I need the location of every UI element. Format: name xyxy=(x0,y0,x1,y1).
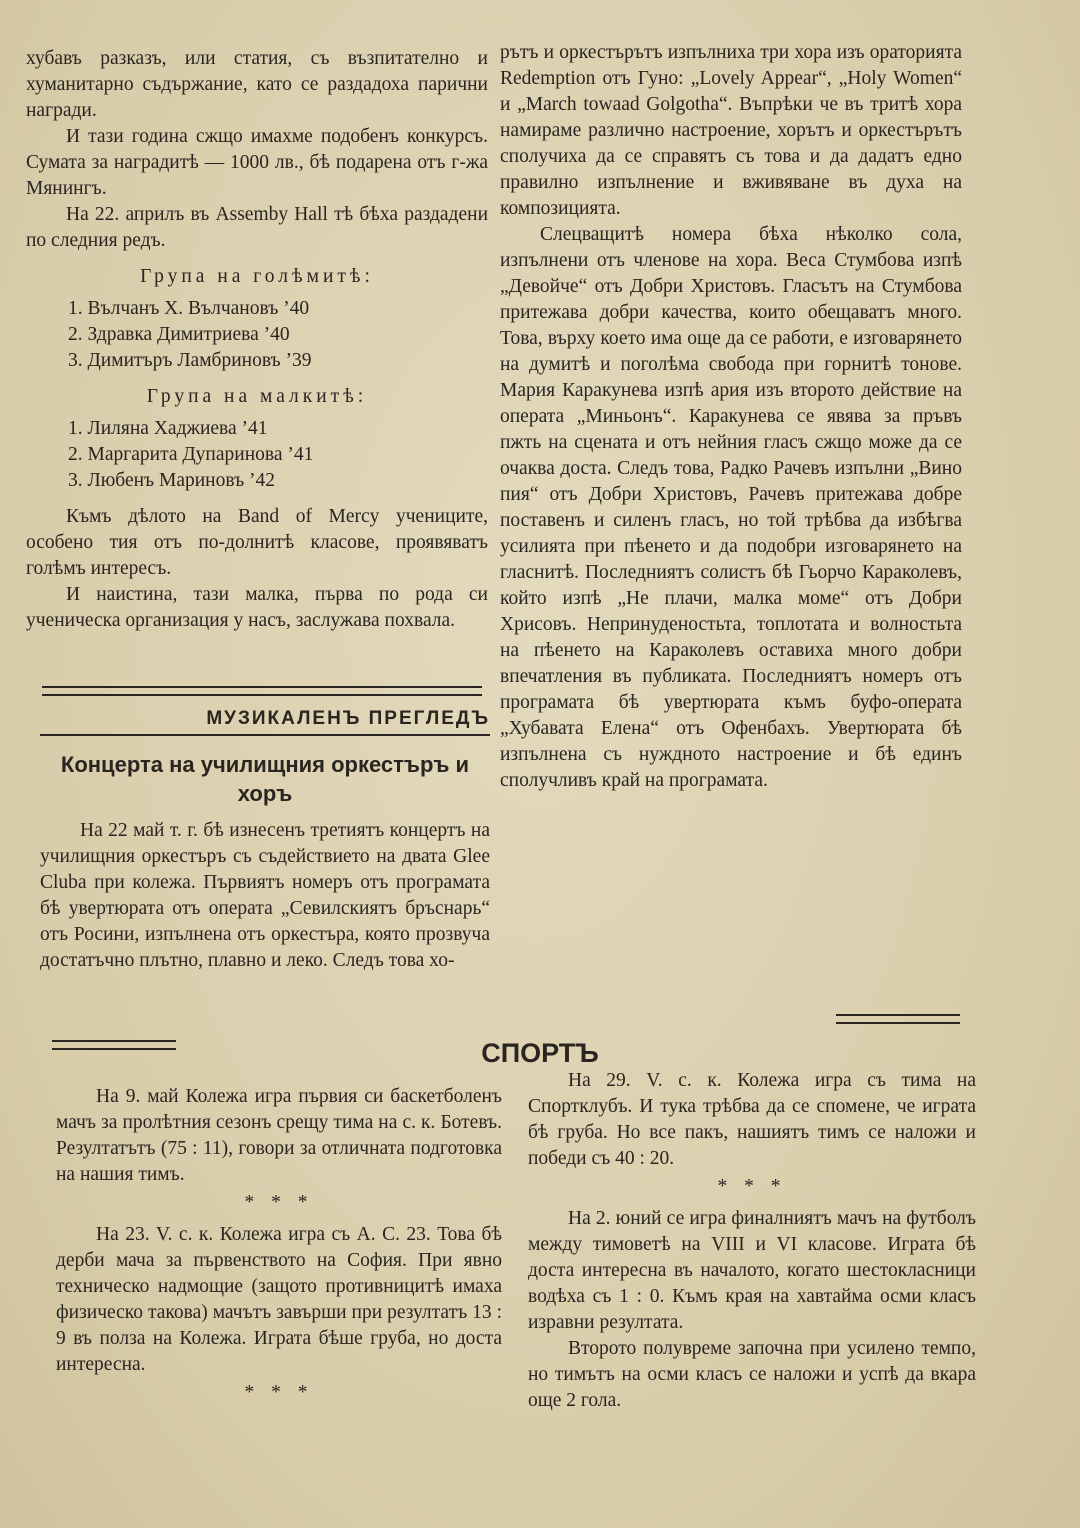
music-section xyxy=(40,692,490,974)
sport-paragraph-second-half: Второто полувреме започна при усилено темпо, но тимътъ на осми класъ се наложи и успѣ да вкара още 2 гола. xyxy=(528,1338,976,1411)
sport-paragraph-basketball: На 9. май Колежа игра първия си баскетболенъ мачъ за пролѣтния сезонъ срещу тима на с. к. Ботевъ. Резултатътъ (75 : 11), говори за отличната подготовка на нашия тимъ. xyxy=(56,1086,502,1185)
article-title: Концерта на училищния оркестъръ и хоръ xyxy=(60,752,470,806)
divider-rule xyxy=(836,1014,960,1024)
list-item: 3. Димитъръ Ламбриновъ ’39 xyxy=(68,350,312,371)
band-paragraph-2: И наистина, тази малка, първа по рода си ученическа организация у насъ, заслужава похвала. xyxy=(26,584,488,631)
band-paragraph-1: Къмъ дѣлото на Band of Mercy учениците, особено тия отъ по-долнитѣ класове, проявяватъ голѣмъ интересъ. xyxy=(26,506,488,579)
intro-paragraph-1: хубавъ разказъ, или статия, съ възпитателно и хуманитарно съдържание, като се раздадоха парични награди. xyxy=(26,48,488,121)
concert-continued-paragraph: рътъ и оркестърътъ изпълниха три хора изъ ораторията Redemption отъ Гуно: „Lovely Appear“, „Holy Women“ и „March towaad Golgotha“. Въпрѣки че въ тритѣ хора намираме различно настроение, хорътъ и оркестърътъ сполучиха да се справятъ съ това и да дадатъ едно правилно изпълнение и вживяване въ духа на композицията. xyxy=(500,42,962,219)
concert-paragraph: На 22 май т. г. бѣ изнесенъ третиятъ концертъ на училищния оркестъръ съ съдействието на двата Glee Cluba при колежа. Първиятъ номеръ отъ програмата бѣ увертюрата отъ операта „Севилскиятъ бръснарь“ отъ Росини, изпълнена отъ оркестъра, която прозвуча достатъчно плътно, плавно и леко. Следъ това хо- xyxy=(40,820,490,971)
group-big-heading: Група на голѣмитѣ: xyxy=(140,266,374,287)
list-item: 1. Лиляна Хаджиева ’41 xyxy=(68,418,268,439)
right-column xyxy=(500,40,962,794)
separator-stars: * * * xyxy=(717,1176,787,1197)
list-item: 2. Здравка Димитриева ’40 xyxy=(68,324,290,345)
separator-stars: * * * xyxy=(244,1382,314,1403)
sport-paragraph-sportclub: На 29. V. с. к. Колежа игра съ тима на Спортклубъ. И тука трѣбва да се спомене, че играта бѣ груба. Но все пакъ, нашиятъ тимъ се наложи и победи съ 40 : 20. xyxy=(528,1070,976,1169)
left-column xyxy=(26,46,488,634)
sport-left-column xyxy=(56,1084,502,1412)
sport-paragraph-football: На 2. юний се игра финалниятъ мачъ на футболъ между тимоветѣ на VIII и VI класове. Играта бѣ доста интересна въ началото, когато шестокласници водѣха съ 1 : 0. Къмъ края на хавтайма осми класъ изравни резултата. xyxy=(528,1208,976,1333)
separator-stars: * * * xyxy=(244,1192,314,1213)
list-item: 1. Вълчанъ Х. Вълчановъ ’40 xyxy=(68,298,310,319)
intro-paragraph-3: На 22. априлъ въ Assemby Hall тѣ бѣха раздадени по следния редъ. xyxy=(26,204,488,251)
list-item: 3. Любенъ Мариновъ ’42 xyxy=(68,470,276,491)
sport-paragraph-derby: На 23. V. с. к. Колежа игра съ А. С. 23. Това бѣ дерби мача за първенството на София. При явно техническо надмощие (защото противницитѣ имаха физическо такова) мачътъ завърши при резултатъ 13 : 9 въ полза на Колежа. Играта бѣше груба, но доста интересна. xyxy=(56,1224,502,1375)
intro-paragraph-2: И тази година сжщо имахме подобенъ конкурсъ. Сумата за наградитѣ — 1000 лв., бѣ подарена отъ г-жа Мянингъ. xyxy=(26,126,488,199)
winners-big-list xyxy=(26,296,488,374)
soloists-paragraph: Слецващитѣ номера бѣха нѣколко сола, изпълнени отъ членове на хора. Веса Стумбова изпѣ „Девойче“ отъ Добри Христовъ. Гласътъ на Стумбова притежава добри качества, които обещаватъ много. Това, върху което има още да се работи, е изговарянето на думитѣ и поголѣма свобода при горнитѣ тонове. Мария Каракунева изпѣ ария изъ второто действие на операта „Миньонъ“. Каракунева се явява за пръвъ пжть на сцената и отъ нейния гласъ сжщо може да се очаква доста. Следъ това, Радко Рачевъ изпълни „Вино пия“ отъ Добри Христовъ, Рачевъ притежава добре поставенъ и силенъ гласъ, но той трѣбва да избѣгва усилията при пѣенето и да подобри изговарянето на гласнитѣ. Последниятъ солистъ бѣ Гьорчо Караколевъ, който изпѣ „Не плачи, малка моме“ отъ Добри Хрисовъ. Непринуденостьта, топлотата и волностьта на пѣенето на Караколевъ оставиха много добри впечатления въ публиката. Последниятъ номеръ отъ програмата бѣ увертюрата къмъ буфо-операта „Хубавата Елена“ отъ Офенбахъ. Увертюрата бѣ изпълнена съ нуждното настроение и бѣ единъ сполучливъ край на програмата. xyxy=(500,224,962,791)
section-title: МУЗИКАЛЕНЪ ПРЕГЛЕДЪ xyxy=(40,706,490,736)
sport-right-column xyxy=(528,1068,976,1414)
winners-small-list xyxy=(26,416,488,494)
list-item: 2. Маргарита Дупаринова ’41 xyxy=(68,444,314,465)
sport-title: СПОРТЪ xyxy=(481,1038,599,1068)
group-small-heading: Група на малкитѣ: xyxy=(146,386,368,407)
